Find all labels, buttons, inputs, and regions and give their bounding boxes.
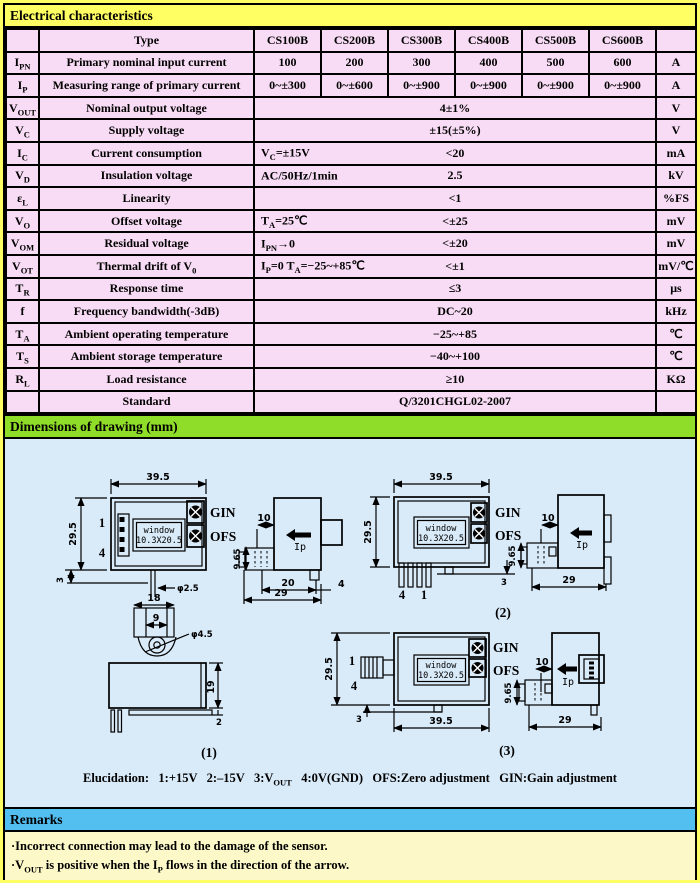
type-cell: CS400B: [455, 29, 522, 52]
primary-current-label: Ip: [575, 540, 589, 552]
parameter-cell: Response time: [39, 278, 254, 301]
dim-20: 20: [281, 578, 295, 590]
section-title: Dimensions of drawing (mm): [10, 419, 178, 435]
dim-depth: 10: [535, 657, 549, 669]
table-row: [6, 119, 696, 142]
table-row: [6, 232, 696, 255]
parameter-cell: Supply voltage: [39, 119, 254, 142]
unit-cell: mV: [656, 232, 696, 255]
unit-cell: kV: [656, 165, 696, 188]
dim-base: 3: [56, 577, 66, 584]
unit-cell: A: [656, 74, 696, 97]
mount-view: [109, 593, 223, 760]
remarks-body: [5, 832, 695, 880]
unit-cell: [656, 391, 696, 414]
elucidation-line: Elucidation: 1:+15V 2:–15V $3:V_{OUT}$ 4:0V(GND) OFS:Zero adjustment GIN:Gain adjustment: [83, 771, 617, 788]
symbol-cell: $R_L$: [6, 368, 39, 391]
symbol-cell: $V_{OUT}$: [6, 97, 39, 120]
value-cell: −40~+100: [254, 345, 656, 368]
value-cell: $V_C=\pm 15V$ <20: [254, 142, 656, 165]
unit-cell: mV/℃: [656, 255, 696, 278]
dim-19: 19: [206, 680, 217, 694]
unit-cell: %FS: [656, 187, 696, 210]
symbol-cell: $T_R$: [6, 278, 39, 301]
value-cell: 0~±300: [254, 74, 321, 97]
parameter-cell: Frequency bandwidth(-3dB): [39, 300, 254, 323]
table-row: [6, 255, 696, 278]
value-cell: 600: [589, 52, 656, 75]
value-cell: 500: [522, 52, 589, 75]
lead-diameter-label: φ2.5: [177, 584, 199, 595]
value-cell: 300: [388, 52, 455, 75]
gain-adjust-label: GIN: [493, 640, 519, 656]
pin-label: 4: [350, 679, 358, 694]
symbol-cell: $T_A$: [6, 323, 39, 346]
symbol-cell: $T_S$: [6, 345, 39, 368]
electrical-characteristics-table: [5, 28, 697, 414]
value-cell: AC/50Hz/1min 2.5: [254, 165, 656, 188]
zero-adjust-label: OFS: [493, 663, 520, 679]
dim-4: 4: [338, 579, 345, 591]
parameter-cell: Load resistance: [39, 368, 254, 391]
symbol-cell: $V_D$: [6, 165, 39, 188]
value-cell: 100: [254, 52, 321, 75]
value-cell: DC~20: [254, 300, 656, 323]
window-label: window: [425, 524, 457, 535]
symbol-cell: $V_O$: [6, 210, 39, 233]
table-row: [6, 142, 696, 165]
unit-cell: μs: [656, 278, 696, 301]
parameter-cell: Type: [39, 29, 254, 52]
pin-label: 4: [98, 546, 106, 561]
value-cell: Q/3201CHGL02-2007: [254, 391, 656, 414]
remark-line: ·Incorrect connection may lead to the damage of the sensor.: [11, 839, 328, 854]
dim-9: 9: [152, 613, 160, 625]
side-view-1: [233, 498, 345, 604]
value-cell: 0~±900: [388, 74, 455, 97]
front-view-3: [324, 633, 519, 758]
window-label: window: [143, 526, 175, 537]
parameter-cell: Ambient storage temperature: [39, 345, 254, 368]
parameter-cell: Standard: [39, 391, 254, 414]
dim-height: 9.65: [504, 682, 514, 704]
dimension-drawings: [5, 439, 695, 807]
symbol-cell: $I_{PN}$: [6, 52, 39, 75]
view-label: (3): [499, 743, 515, 759]
parameter-cell: Linearity: [39, 187, 254, 210]
value-cell: ≥10: [254, 368, 656, 391]
front-view-2: [363, 472, 521, 620]
dim-width: 39.5: [429, 716, 453, 728]
view-label: (1): [201, 745, 217, 761]
section-title: Electrical characteristics: [10, 8, 153, 23]
unit-cell: mV: [656, 210, 696, 233]
type-cell: CS100B: [254, 29, 321, 52]
symbol-cell: $V_{OT}$: [6, 255, 39, 278]
parameter-cell: Ambient operating temperature: [39, 323, 254, 346]
value-cell: 200: [321, 52, 388, 75]
parameter-cell: Offset voltage: [39, 210, 254, 233]
dim-height: 29.5: [363, 520, 374, 544]
value-cell: 4±1%: [254, 97, 656, 120]
window-size-label: 10.3X20.5: [417, 534, 465, 545]
parameter-cell: Current consumption: [39, 142, 254, 165]
dim-height: 9.65: [508, 545, 518, 567]
unit-cell: mA: [656, 142, 696, 165]
type-cell: CS200B: [321, 29, 388, 52]
symbol-cell: $V_{OM}$: [6, 232, 39, 255]
value-cell: 400: [455, 52, 522, 75]
dim-29: 29: [562, 575, 576, 587]
section-title: Remarks: [10, 812, 63, 828]
parameter-cell: Measuring range of primary current: [39, 74, 254, 97]
symbol-cell: $I_P$: [6, 74, 39, 97]
value-cell: −25~+85: [254, 323, 656, 346]
table-row: [6, 300, 696, 323]
front-view-1: [56, 472, 236, 597]
unit-cell: KΩ: [656, 368, 696, 391]
side-view-2: [508, 495, 611, 591]
table-row: [6, 74, 696, 97]
value-cell: 0~±600: [321, 74, 388, 97]
dim-width: 39.5: [429, 472, 453, 484]
symbol-cell: f: [6, 300, 39, 323]
value-cell: <1: [254, 187, 656, 210]
table-row: [6, 97, 696, 120]
unit-cell: ℃: [656, 345, 696, 368]
value-cell: ±15(±5%): [254, 119, 656, 142]
window-label: window: [425, 661, 457, 672]
table-row: [6, 323, 696, 346]
window-size-label: 10.3X20.5: [417, 671, 465, 682]
pin-label: 1: [348, 654, 356, 669]
table-row-types: [6, 29, 696, 52]
table-row-standard: [6, 391, 696, 414]
dim-2: 2: [216, 718, 222, 729]
gain-adjust-label: GIN: [495, 505, 521, 521]
parameter-cell: Nominal output voltage: [39, 97, 254, 120]
table-row: [6, 165, 696, 188]
dim-base: 3: [356, 715, 362, 726]
value-cell: $I_P=0$ $T_A=-25\sim+85℃$ <±1: [254, 255, 656, 278]
type-cell: CS300B: [388, 29, 455, 52]
type-cell: CS600B: [589, 29, 656, 52]
window-size-label: 10.3X20.5: [135, 536, 183, 547]
pin-label: 4: [398, 588, 406, 603]
value-cell: ≤3: [254, 278, 656, 301]
table-row: [6, 210, 696, 233]
table-row: [6, 187, 696, 210]
parameter-cell: Insulation voltage: [39, 165, 254, 188]
unit-cell: kHz: [656, 300, 696, 323]
gain-adjust-label: GIN: [210, 505, 236, 521]
dim-depth: 10: [541, 513, 555, 525]
pin-label: 1: [98, 516, 106, 531]
hole-diameter-label: φ4.5: [191, 630, 213, 641]
unit-cell: [656, 29, 696, 52]
section-header-remarks: [5, 807, 695, 832]
dim-29: 29: [558, 715, 572, 727]
table-row: [6, 52, 696, 75]
symbol-cell: $\varepsilon_L$: [6, 187, 39, 210]
table-row: [6, 345, 696, 368]
zero-adjust-label: OFS: [495, 528, 522, 544]
value-cell: $T_A=25℃$ <±25: [254, 210, 656, 233]
zero-adjust-label: OFS: [210, 529, 237, 545]
unit-cell: V: [656, 119, 696, 142]
type-cell: CS500B: [522, 29, 589, 52]
primary-current-label: Ip: [293, 542, 307, 554]
remark-line: $\cdot V_{OUT}$ is positive when the $I_P$ flows in the direction of the arrow.: [11, 858, 350, 875]
section-header-electrical: [5, 5, 695, 28]
table-row: [6, 368, 696, 391]
dim-18: 18: [147, 593, 161, 605]
unit-cell: ℃: [656, 323, 696, 346]
unit-cell: V: [656, 97, 696, 120]
dim-height: 29.5: [324, 657, 335, 681]
parameter-cell: Thermal drift of $V_0$: [39, 255, 254, 278]
parameter-cell: Residual voltage: [39, 232, 254, 255]
symbol-cell: $V_C$: [6, 119, 39, 142]
dim-base: 3: [501, 578, 507, 589]
dim-height: 29.5: [68, 522, 79, 546]
dimension-drawings-svg: [5, 439, 695, 807]
dim-depth: 10: [257, 513, 271, 525]
unit-cell: A: [656, 52, 696, 75]
value-cell: 0~±900: [455, 74, 522, 97]
table-row: [6, 278, 696, 301]
parameter-cell: Primary nominal input current: [39, 52, 254, 75]
dim-width: 39.5: [146, 472, 170, 484]
value-cell: $I_{PN}\to 0$ <±20: [254, 232, 656, 255]
dim-height: 9.65: [233, 548, 243, 570]
section-header-dimensions: [5, 414, 695, 439]
symbol-cell: [6, 391, 39, 414]
value-cell: 0~±900: [589, 74, 656, 97]
view-label: (2): [495, 605, 511, 621]
document-frame: [3, 3, 697, 880]
symbol-cell: [6, 29, 39, 52]
dim-29: 29: [274, 588, 288, 600]
value-cell: 0~±900: [522, 74, 589, 97]
symbol-cell: $I_C$: [6, 142, 39, 165]
pin-label: 1: [420, 588, 428, 603]
primary-current-label: Ip: [561, 677, 575, 689]
side-view-3: [504, 633, 604, 731]
